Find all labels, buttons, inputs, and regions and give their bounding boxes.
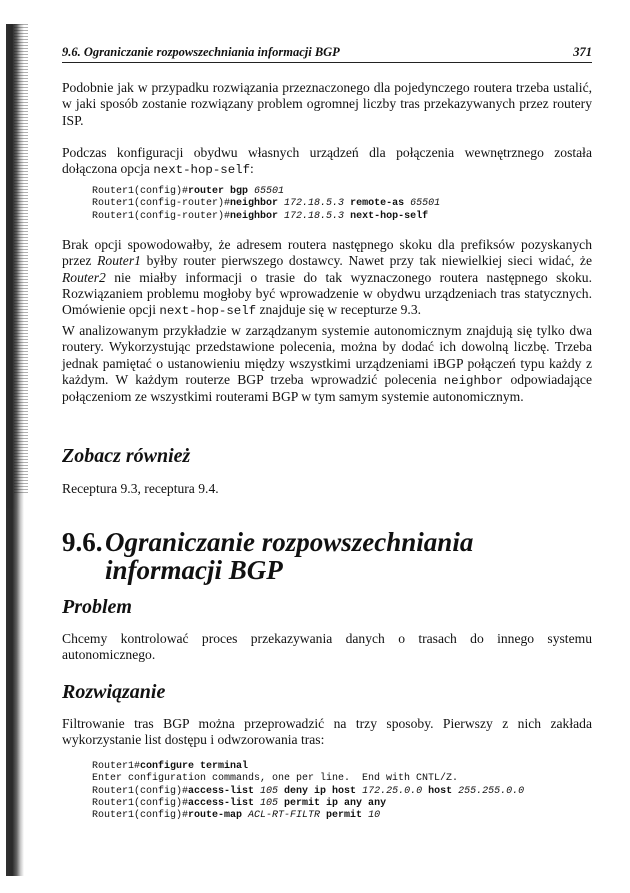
code-command: neighbor [230,210,279,222]
text: odpowiadające połączeniom ze wszystkimi routerami BGP w tym samym systemie autonomicznym. [62,371,592,405]
code-command: route-map [188,810,243,822]
code-block-bgp-neighbor [92,186,440,223]
text: byłby router pierwszego dostawcy. Nawet przy tak niewielkiej sieci widać, że [140,253,592,269]
code-arg: 105 [254,797,279,809]
code-keyword: permit ip any any [278,797,387,809]
code-prompt: Router1(config)# [92,186,189,197]
text: Podczas konfiguracji obydwu własnych urządzeń dla połączenia wewnętrznego została dołączona opcja [62,145,592,177]
code-command: configure terminal [140,761,249,772]
code-line [92,786,524,797]
code-arg: 105 [254,785,279,797]
code-command: access-list [188,797,255,809]
code-keyword: permit [320,810,363,822]
code-arg: 172.18.5.3 [278,198,345,210]
router-name: Router1 [97,253,141,269]
text: : [250,161,254,177]
code-prompt: Router1(config)# [92,785,189,797]
page-number: 371 [573,45,592,59]
running-header [62,44,592,63]
see-also-text: Receptura 9.3, receptura 9.4. [62,481,219,496]
problem-text: Chcemy kontrolować proces przekazywania danych o trasach do innego systemu autonomicznego. [62,631,592,663]
inline-code: next-hop-self [159,304,257,319]
code-line [92,211,428,222]
code-line: Enter configuration commands, one per line. End with CNTL/Z. [92,773,459,785]
text: nie miałby informacji o trasie do tak wyznaczonego routera następnego skoku. Rozwiązaniem problemu mogłoby być wprowadzenie w obydwu urządzeniach tras statycznych. Omówienie opcji [62,269,592,318]
code-arg: 172.18.5.3 [278,210,345,222]
code-arg: 10 [362,810,381,822]
code-prompt: Router1(config-router)# [92,198,231,210]
code-prompt: Router1(config)# [92,797,189,809]
router-name: Router2 [62,269,106,285]
code-prompt: Router1# [92,761,141,772]
code-arg: 65501 [248,186,285,197]
code-keyword: deny ip host [278,785,357,797]
code-arg: 255.255.0.0 [452,785,525,797]
text: W analizowanym przykładzie w zarządzanym systemie autonomicznym znajdują się tylko dwa routery. Wykorzystując przedstawione polecenia, można by dodać ich dowolną liczbę. Trzeba jednak pamiętać o ustanowieniu między wszystkimi urządzeniami iBGP połączeń typu każdy z każdym. W każdym routerze BGP trzeba wprowadzić polecenia [62,323,592,387]
inline-code: neighbor [443,373,504,388]
paragraph-missing-option [62,237,592,319]
solution-heading: Rozwiązanie [62,681,166,703]
code-line [92,810,380,821]
code-keyword: remote-as [344,198,405,210]
solution-text: Filtrowanie tras BGP można przeprowadzić na trzy sposoby. Pierwszy z nich zakłada wykorzystanie list dostępu i odwzorowania tras: [62,716,592,748]
paragraph-ibgp-mesh [62,323,592,405]
code-prompt: Router1(config)# [92,810,189,822]
section-title-line-1: Ograniczanie rozpowszechniania [105,527,474,557]
code-command: router bgp [188,186,249,197]
see-also-heading: Zobacz również [62,445,191,467]
book-binding-shadow [6,24,24,876]
code-arg: 65501 [404,198,441,210]
section-title-line-2: informacji BGP [105,555,283,585]
code-keyword: next-hop-self [344,210,429,222]
paragraph-next-hop-self-intro [62,145,592,179]
code-block-route-filter [92,761,524,822]
section-number: 9.6. [62,527,103,557]
code-command: access-list [188,785,255,797]
code-line [92,798,386,809]
code-command: neighbor [230,198,279,210]
section-title [62,528,473,584]
text: znajduje się w recepturze 9.3. [256,302,422,318]
problem-heading: Problem [62,596,132,618]
code-prompt: Router1(config-router)# [92,210,231,222]
code-line [92,761,248,772]
code-line [92,198,440,209]
text: Brak opcji spowodowałby, że adresem routera następnego skoku dla prefiksów pozyskanych przez [62,237,592,269]
code-line [92,186,284,197]
code-keyword: host [422,785,453,797]
code-arg: 172.25.0.0 [356,785,423,797]
inline-code: next-hop-self [153,163,251,178]
paragraph-isp-routes: Podobnie jak w przypadku rozwiązania przeznaczonego dla pojedynczego routera trzeba ustalić, w jaki sposób zostanie rozwiązany problem ogromnej liczby tras przekazywanych przez routery ISP. [62,80,592,128]
code-arg: ACL-RT-FILTR [242,810,321,822]
running-header-title: 9.6. Ograniczanie rozpowszechniania informacji BGP [62,45,340,59]
